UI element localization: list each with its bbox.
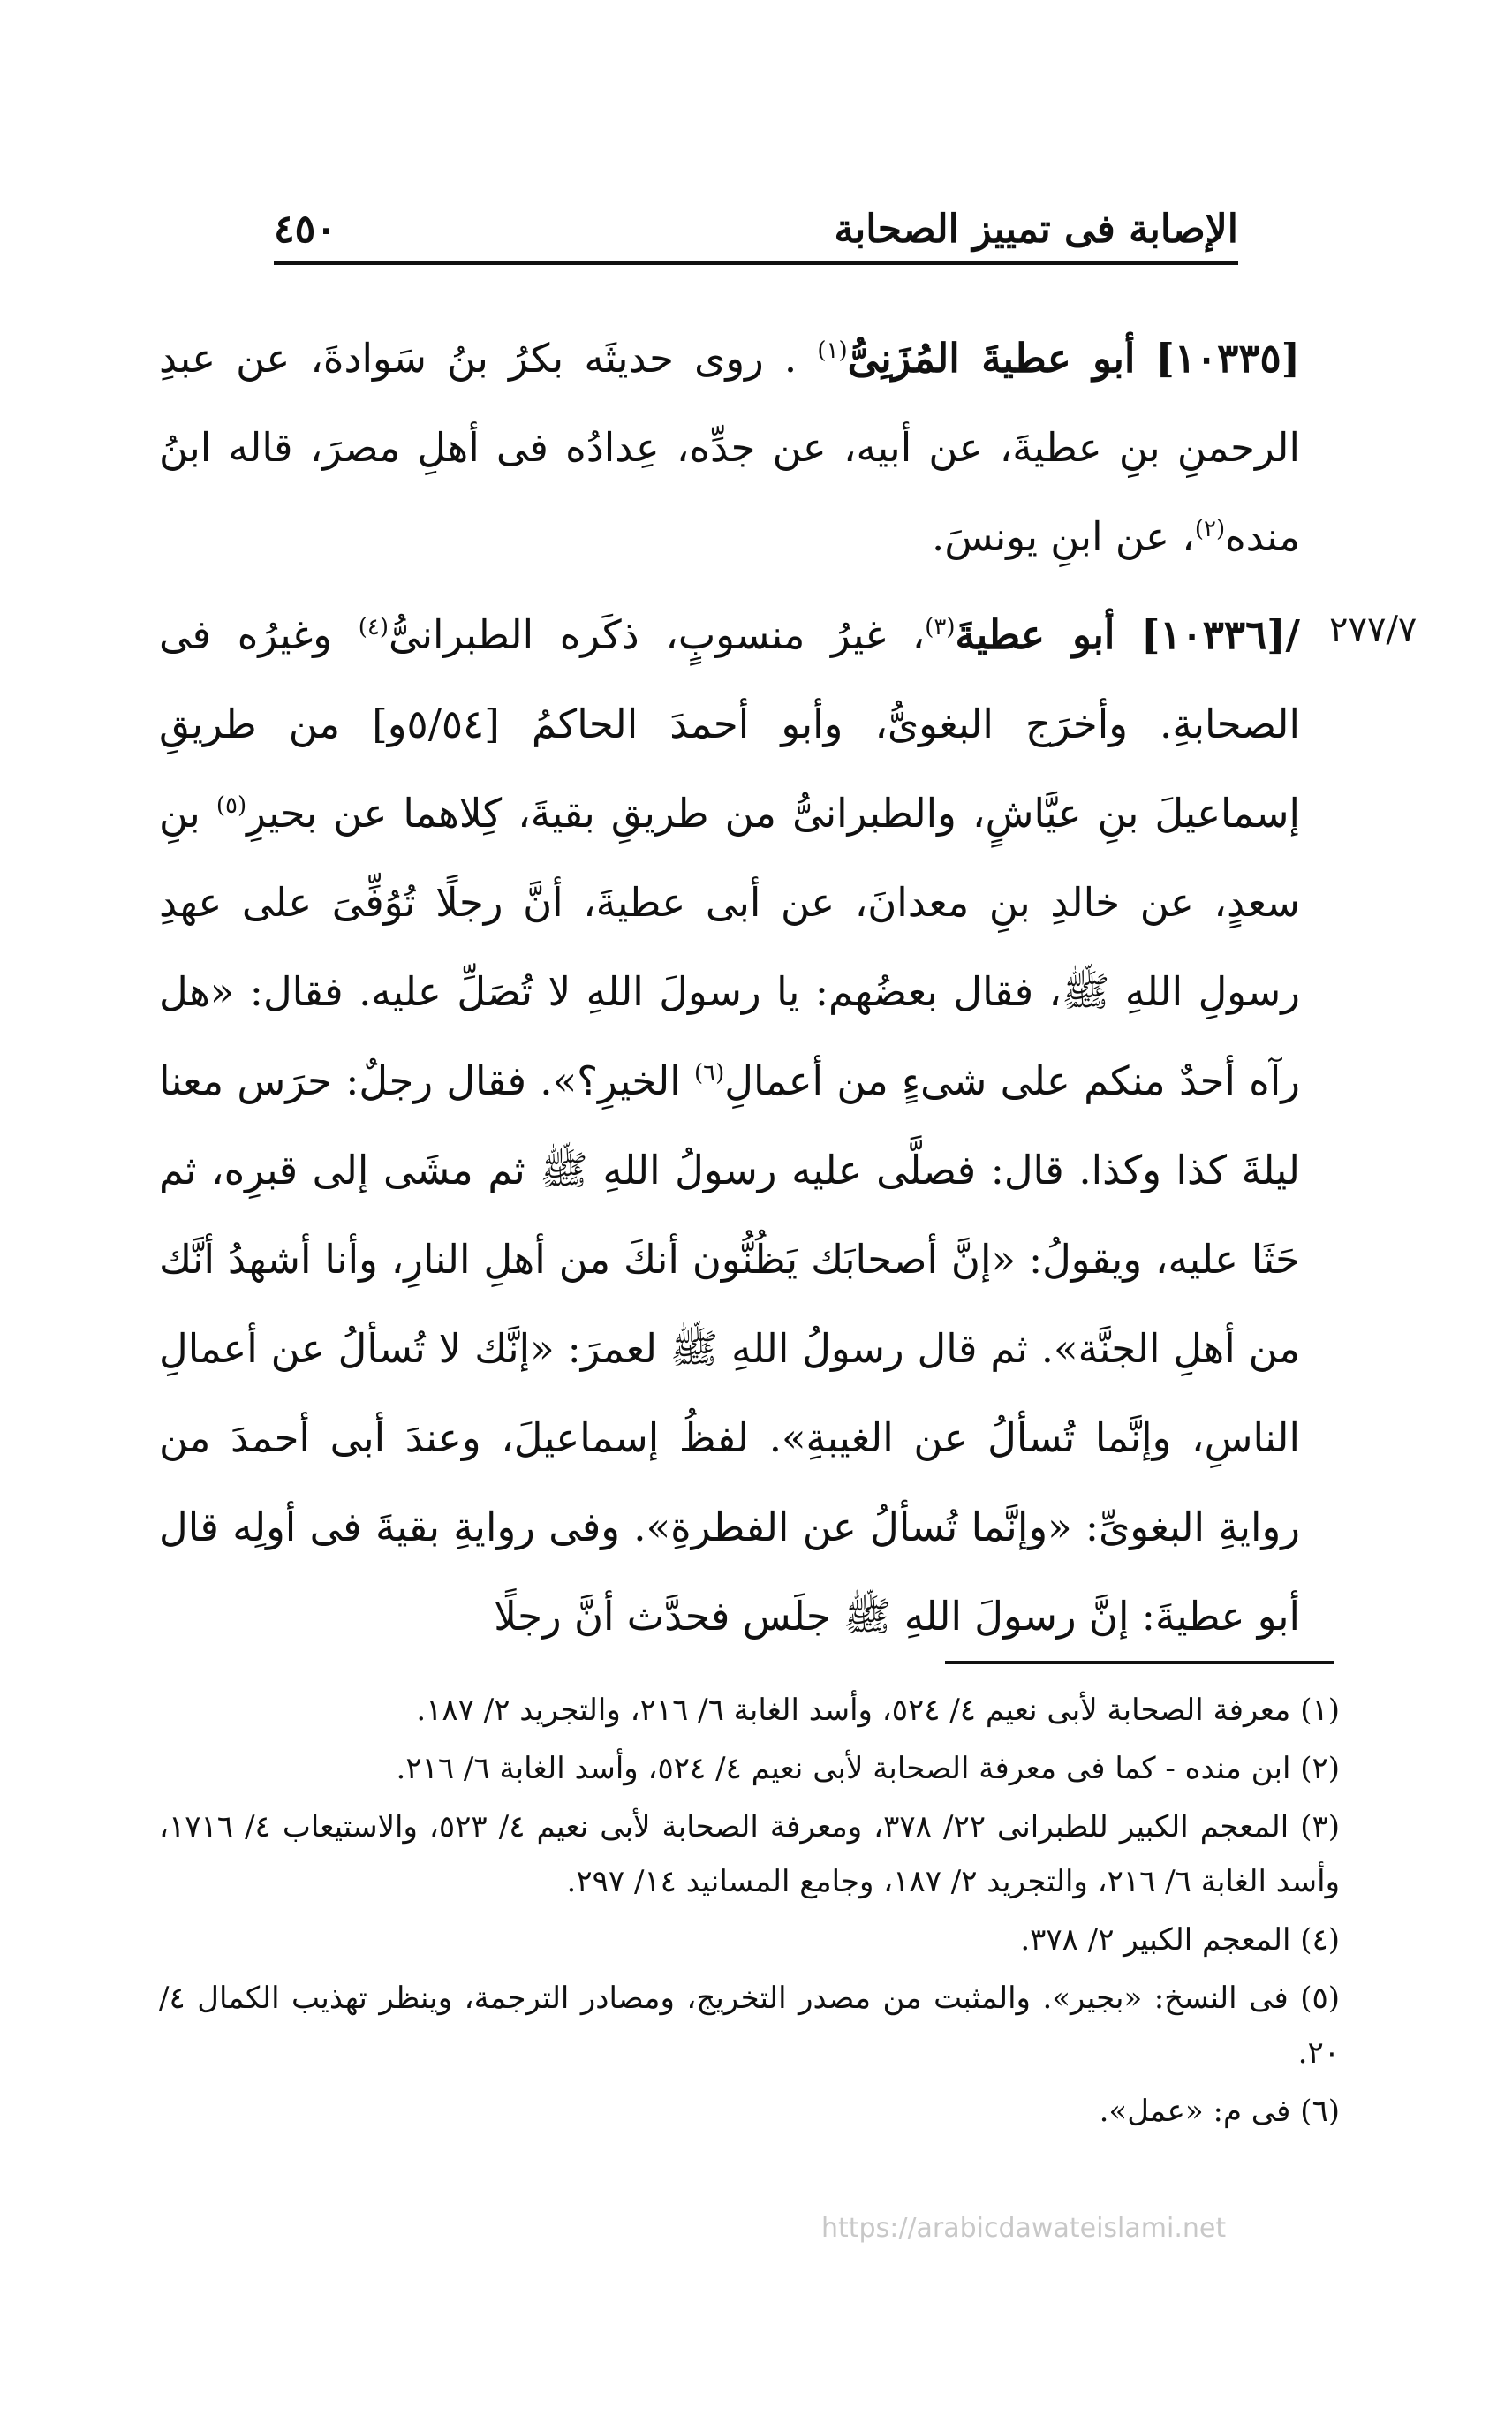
page-header bbox=[274, 181, 1238, 265]
footnote-2: (٢) ابن منده - كما فى معرفة الصحابة لأبى نعيم ٤/ ٥٢٤، وأسد الغابة ٦/ ٢١٦. bbox=[396, 1751, 1340, 1786]
entry-prefix: / bbox=[1285, 611, 1300, 658]
entry-text: . روى حديثَه بكرُ بنُ سَوادةَ، عن عبدِ الرحمنِ بنِ عطيةَ، عن أبيه، عن جدِّه، عِدادُه فى أهلِ مصرَ، قاله ابنُ منده bbox=[159, 335, 1300, 560]
main-text bbox=[159, 314, 1300, 1661]
watermark-url: https://arabicdawateislami.net bbox=[821, 2213, 1227, 2244]
footnote-marker: (١) bbox=[817, 337, 848, 364]
footnote-marker: (٦) bbox=[693, 1060, 725, 1087]
entry-number: [١٠٣٣٥] bbox=[1155, 335, 1300, 382]
footnote-6: (٦) فى م: «عمل». bbox=[1099, 2094, 1340, 2129]
footnote-5: (٥) فى النسخ: «بجير». والمثبت من مصدر التخريج، ومصادر الترجمة، وينظر تهذيب الكمال ٤/ ٢٠. bbox=[159, 1981, 1340, 2071]
entry-text: الخيرِ؟». فقال رجلٌ: حرَس معنا ليلةَ كذا وكذا. قال: فصلَّى عليه رسولُ اللهِ ﷺ ثم مشَى إلى قبرِه، ثم حَثَا عليه، ويقولُ: «إنَّ أصحابَك يَظُنُّون أنكَ من أهلِ النارِ، وأنا أشهدُ أنَّك من أهلِ الجنَّة». ثم قال رسولُ اللهِ ﷺ لعمرَ: «إنَّك لا تُسألُ عن أعمالِ الناسِ، وإنَّما تُسألُ عن الغيبةِ». لفظُ إسماعيلَ، وعندَ أبى أحمدَ من روايةِ البغوىِّ: «وإنَّما تُسألُ عن الفطرةِ». وفى روايةِ بقيةَ فى أولِه قال أبو عطيةَ: إنَّ رسولَ اللهِ ﷺ جلَس فحدَّث أنَّ رجلًا bbox=[159, 1057, 1300, 1640]
entry-text: ، عن ابنِ يونسَ. bbox=[932, 513, 1195, 560]
entry-name: أبو عطيةَ المُزَنِىُّ bbox=[847, 335, 1136, 382]
footnote-marker: (٢) bbox=[1194, 516, 1226, 542]
footnote-marker: (٥) bbox=[215, 792, 247, 819]
footnote-4: (٤) المعجم الكبير ٢/ ٣٧٨. bbox=[1020, 1922, 1340, 1958]
footnote-marker: (٤) bbox=[358, 614, 389, 640]
entry-10336 bbox=[159, 590, 1300, 1661]
footnote-3: (٣) المعجم الكبير للطبرانى ٢٢/ ٣٧٨، ومعرفة الصحابة لأبى نعيم ٤/ ٥٢٣، والاستيعاب ٤/ ١٧١٦، وأسد الغابة ٦/ ٢١٦، والتجريد ٢/ ١٨٧، وجامع المسانيد ١٤/ ٢٩٧. bbox=[159, 1809, 1340, 1899]
entry-10335 bbox=[159, 314, 1300, 581]
footnote-divider bbox=[945, 1661, 1334, 1664]
page-number: ٤٥٠ bbox=[274, 207, 336, 252]
entry-text: وغيرُه فى الصحابةِ. وأخرَج البغوىُّ، وأبو أحمدَ الحاكمُ [٥/٥٤و] من طريقِ إسماعيلَ بنِ عيَّاشٍ، والطبرانىُّ من طريقِ بقيةَ، كِلاهما عن بحيرِ bbox=[159, 611, 1300, 837]
margin-reference: ٢٧٧/٧ bbox=[1329, 610, 1418, 650]
entry-text: بنِ سعدٍ، عن خالدِ بنِ معدانَ، عن أبى عطيةَ، أنَّ رجلًا تُوُفِّىَ على عهدِ رسولِ اللهِ ﷺ، فقال بعضُهم: يا رسولَ اللهِ لا تُصَلِّ عليه. فقال: «هل رآه أحدٌ منكم على شىءٍ من أعمالِ bbox=[159, 790, 1300, 1104]
entry-number: [١٠٣٣٦] bbox=[1141, 611, 1286, 658]
entry-text: ، غيرُ منسوبٍ، ذكَره الطبرانىُّ bbox=[389, 611, 926, 658]
running-title: الإصابة فى تمييز الصحابة bbox=[834, 207, 1238, 252]
footnote-1: (١) معرفة الصحابة لأبى نعيم ٤/ ٥٢٤، وأسد الغابة ٦/ ٢١٦، والتجريد ٢/ ١٨٧. bbox=[416, 1693, 1340, 1728]
entry-name: أبو عطيةَ bbox=[955, 611, 1115, 658]
footnotes bbox=[159, 1683, 1340, 2142]
footnote-marker: (٣) bbox=[925, 614, 956, 640]
